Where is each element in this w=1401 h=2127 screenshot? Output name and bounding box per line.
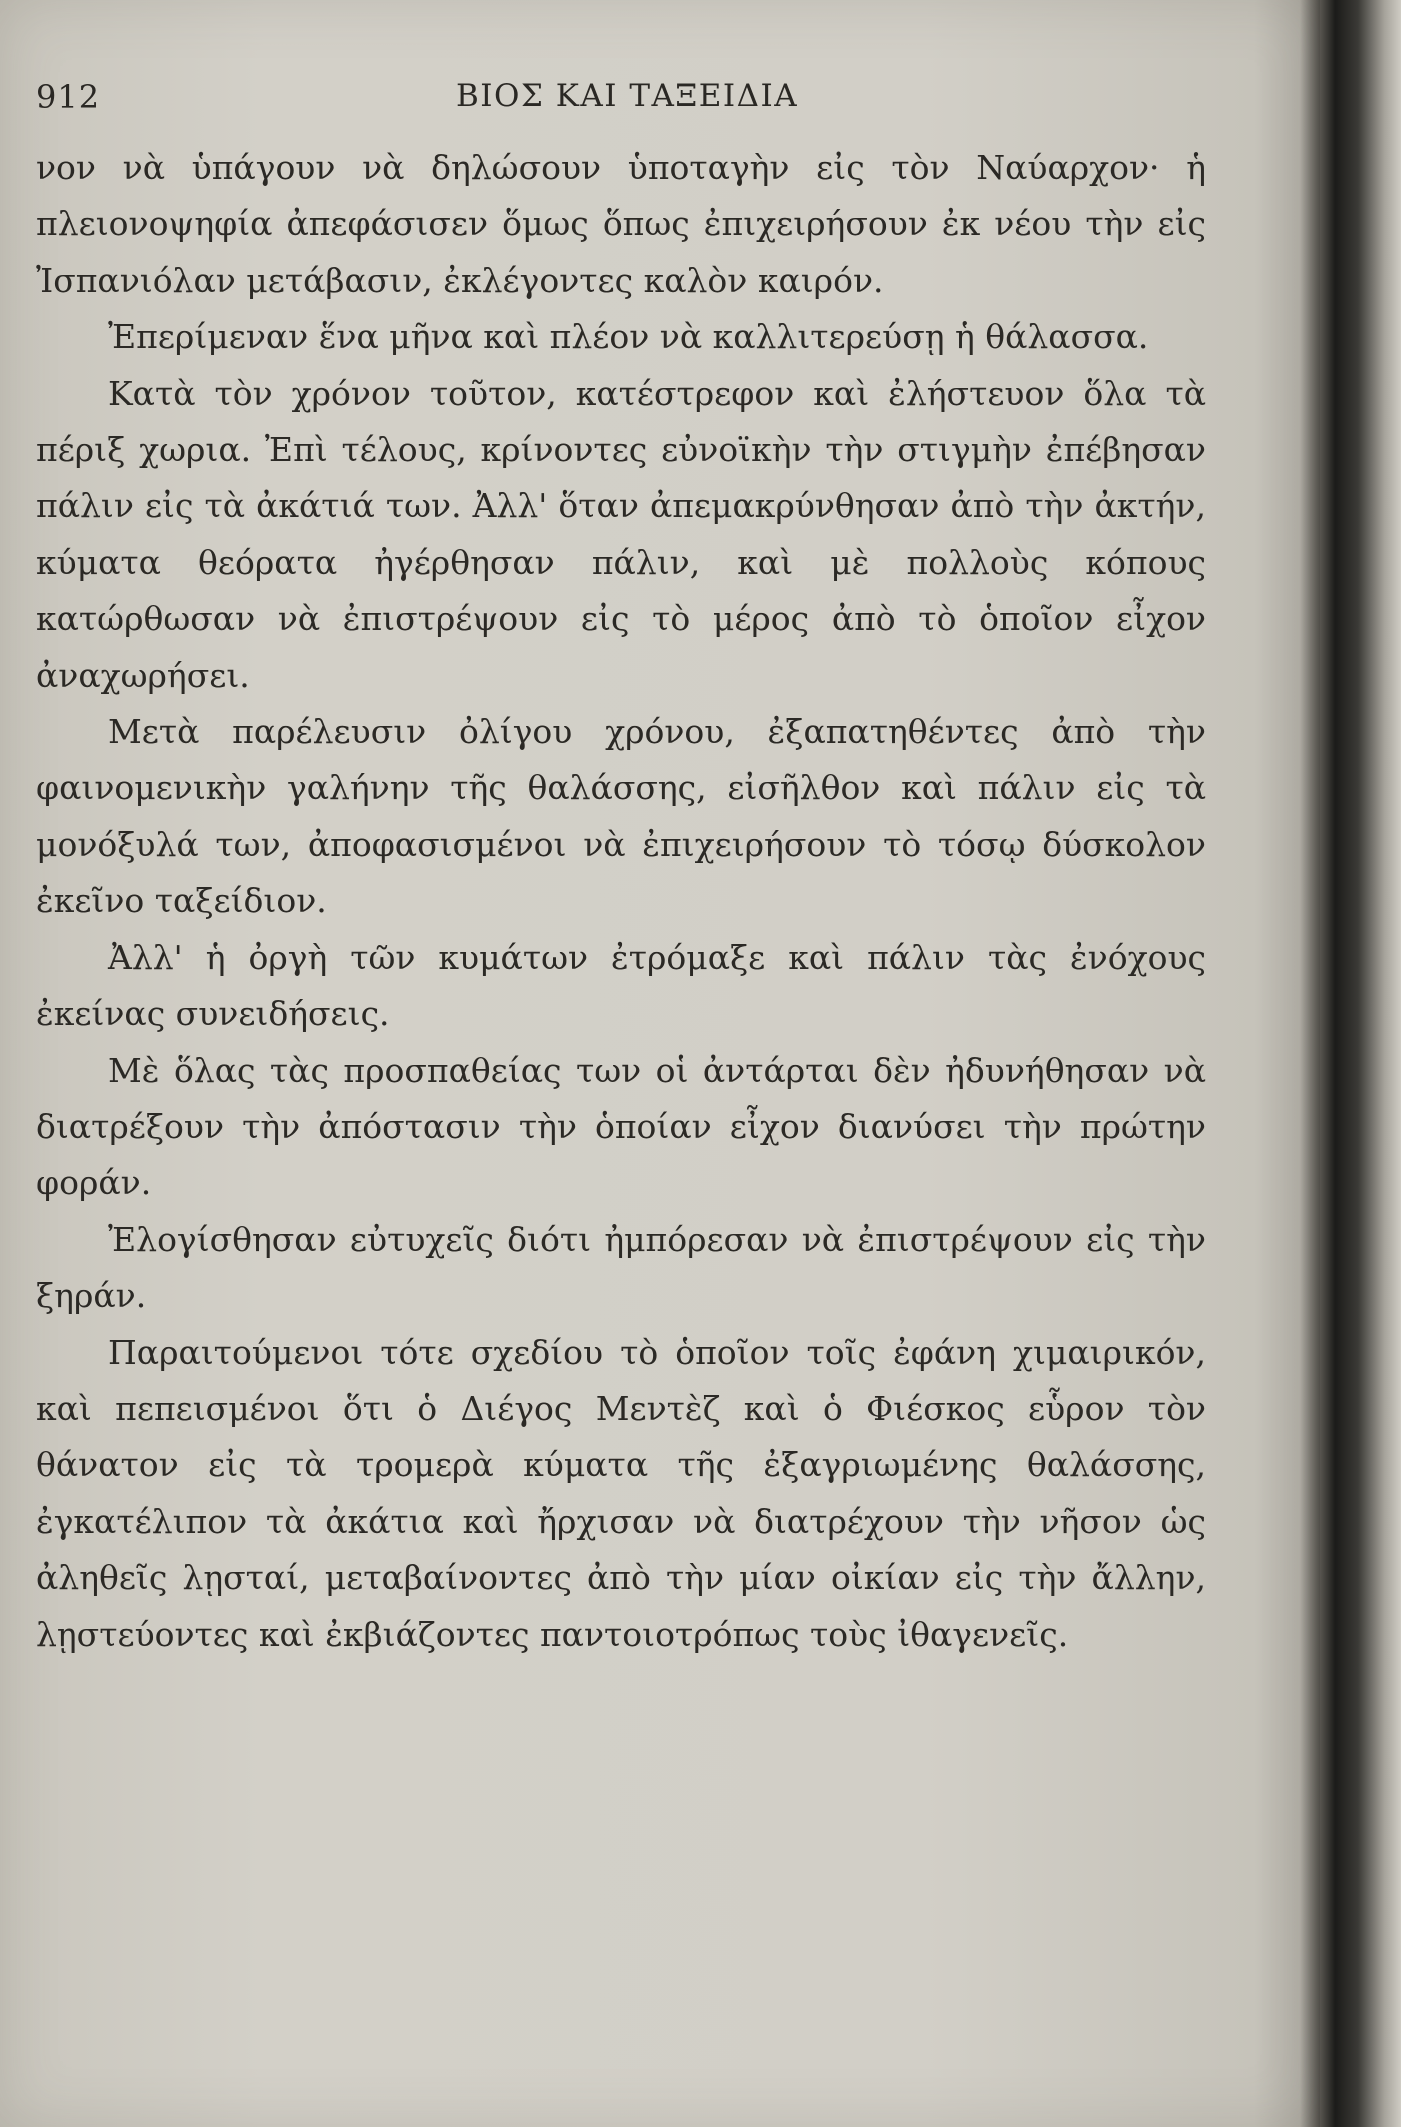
- paragraph-4: Μετὰ παρέλευσιν ὀλίγου χρόνου, ἐξαπατηθέντες ἀπὸ τὴν φαινομενικὴν γαλήνην τῆς θαλάσσης, εἰσῆλθον καὶ πάλιν εἰς τὰ μονόξυλά των, ἀποφασισμένοι νὰ ἐπιχειρήσουν τὸ τόσῳ δύσκολον ἐκεῖνο ταξείδιον.: [36, 712, 1206, 921]
- paragraph-5: Ἀλλ' ἡ ὀργὴ τῶν κυμάτων ἐτρόμαξε καὶ πάλιν τὰς ἐνόχους ἐκείνας συνειδήσεις.: [36, 937, 1206, 1034]
- running-title: ΒΙΟΣ ΚΑΙ ΤΑΞΕΙΔΙΑ: [456, 78, 799, 114]
- body-text: [36, 140, 1206, 1663]
- paragraph-2: Ἐπερίμεναν ἕνα μῆνα καὶ πλέον νὰ καλλιτερεύσῃ ἡ θάλασσα.: [108, 317, 1149, 357]
- book-binding: [1335, 0, 1401, 2127]
- paragraph-3: Κατὰ τὸν χρόνον τοῦτον, κατέστρεφον καὶ ἐλήστευον ὅλα τὰ πέριξ χωρια. Ἐπὶ τέλους, κρίνοντες εὐνοϊκὴν τὴν στιγμὴν ἐπέβησαν πάλιν εἰς τὰ ἀκάτιά των. Ἀλλ' ὅταν ἀπεμακρύνθησαν ἀπὸ τὴν ἀκτήν, κύματα θεόρατα ἠγέρθησαν πάλιν, καὶ μὲ πολλοὺς κόπους κατώρθωσαν νὰ ἐπιστρέψουν εἰς τὸ μέρος ἀπὸ τὸ ὁποῖον εἶχον ἀναχωρήσει.: [36, 373, 1206, 695]
- page-number: 912: [36, 78, 101, 116]
- paragraph-1: νον νὰ ὑπάγουν νὰ δηλώσουν ὑποταγὴν εἰς τὸν Ναύαρχον· ἡ πλειονοψηφία ἀπεφάσισεν ὅμως ὅπως ἐπιχειρήσουν ἐκ νέου τὴν εἰς Ἰσπανιόλαν μετάβασιν, ἐκλέγοντες καλὸν καιρόν.: [36, 148, 1206, 300]
- spine-shadow: [1300, 0, 1335, 2127]
- paragraph-8: Παραιτούμενοι τότε σχεδίου τὸ ὁποῖον τοῖς ἐφάνη χιμαιρικόν, καὶ πεπεισμένοι ὅτι ὁ Διέγος Μεντὲζ καὶ ὁ Φιέσκος εὗρον τὸν θάνατον εἰς τὰ τρομερὰ κύματα τῆς ἐξαγριωμένης θαλάσσης, ἐγκατέλιπον τὰ ἀκάτια καὶ ἤρχισαν νὰ διατρέχουν τὴν νῆσον ὡς ἀληθεῖς λῃσταί, μεταβαίνοντες ἀπὸ τὴν μίαν οἰκίαν εἰς τὴν ἄλλην, λῃστεύοντες καὶ ἐκβιάζοντες παντοιοτρόπως τοὺς ἰθαγενεῖς.: [36, 1332, 1206, 1654]
- paragraph-7: Ἐλογίσθησαν εὐτυχεῖς διότι ἠμπόρεσαν νὰ ἐπιστρέψουν εἰς τὴν ξηράν.: [36, 1219, 1206, 1316]
- paragraph-6: Μὲ ὅλας τὰς προσπαθείας των οἱ ἀντάρται δὲν ἠδυνήθησαν νὰ διατρέξουν τὴν ἀπόστασιν τὴν ὁποίαν εἶχον διανύσει τὴν πρώτην φοράν.: [36, 1050, 1206, 1203]
- page-header: [36, 78, 1236, 128]
